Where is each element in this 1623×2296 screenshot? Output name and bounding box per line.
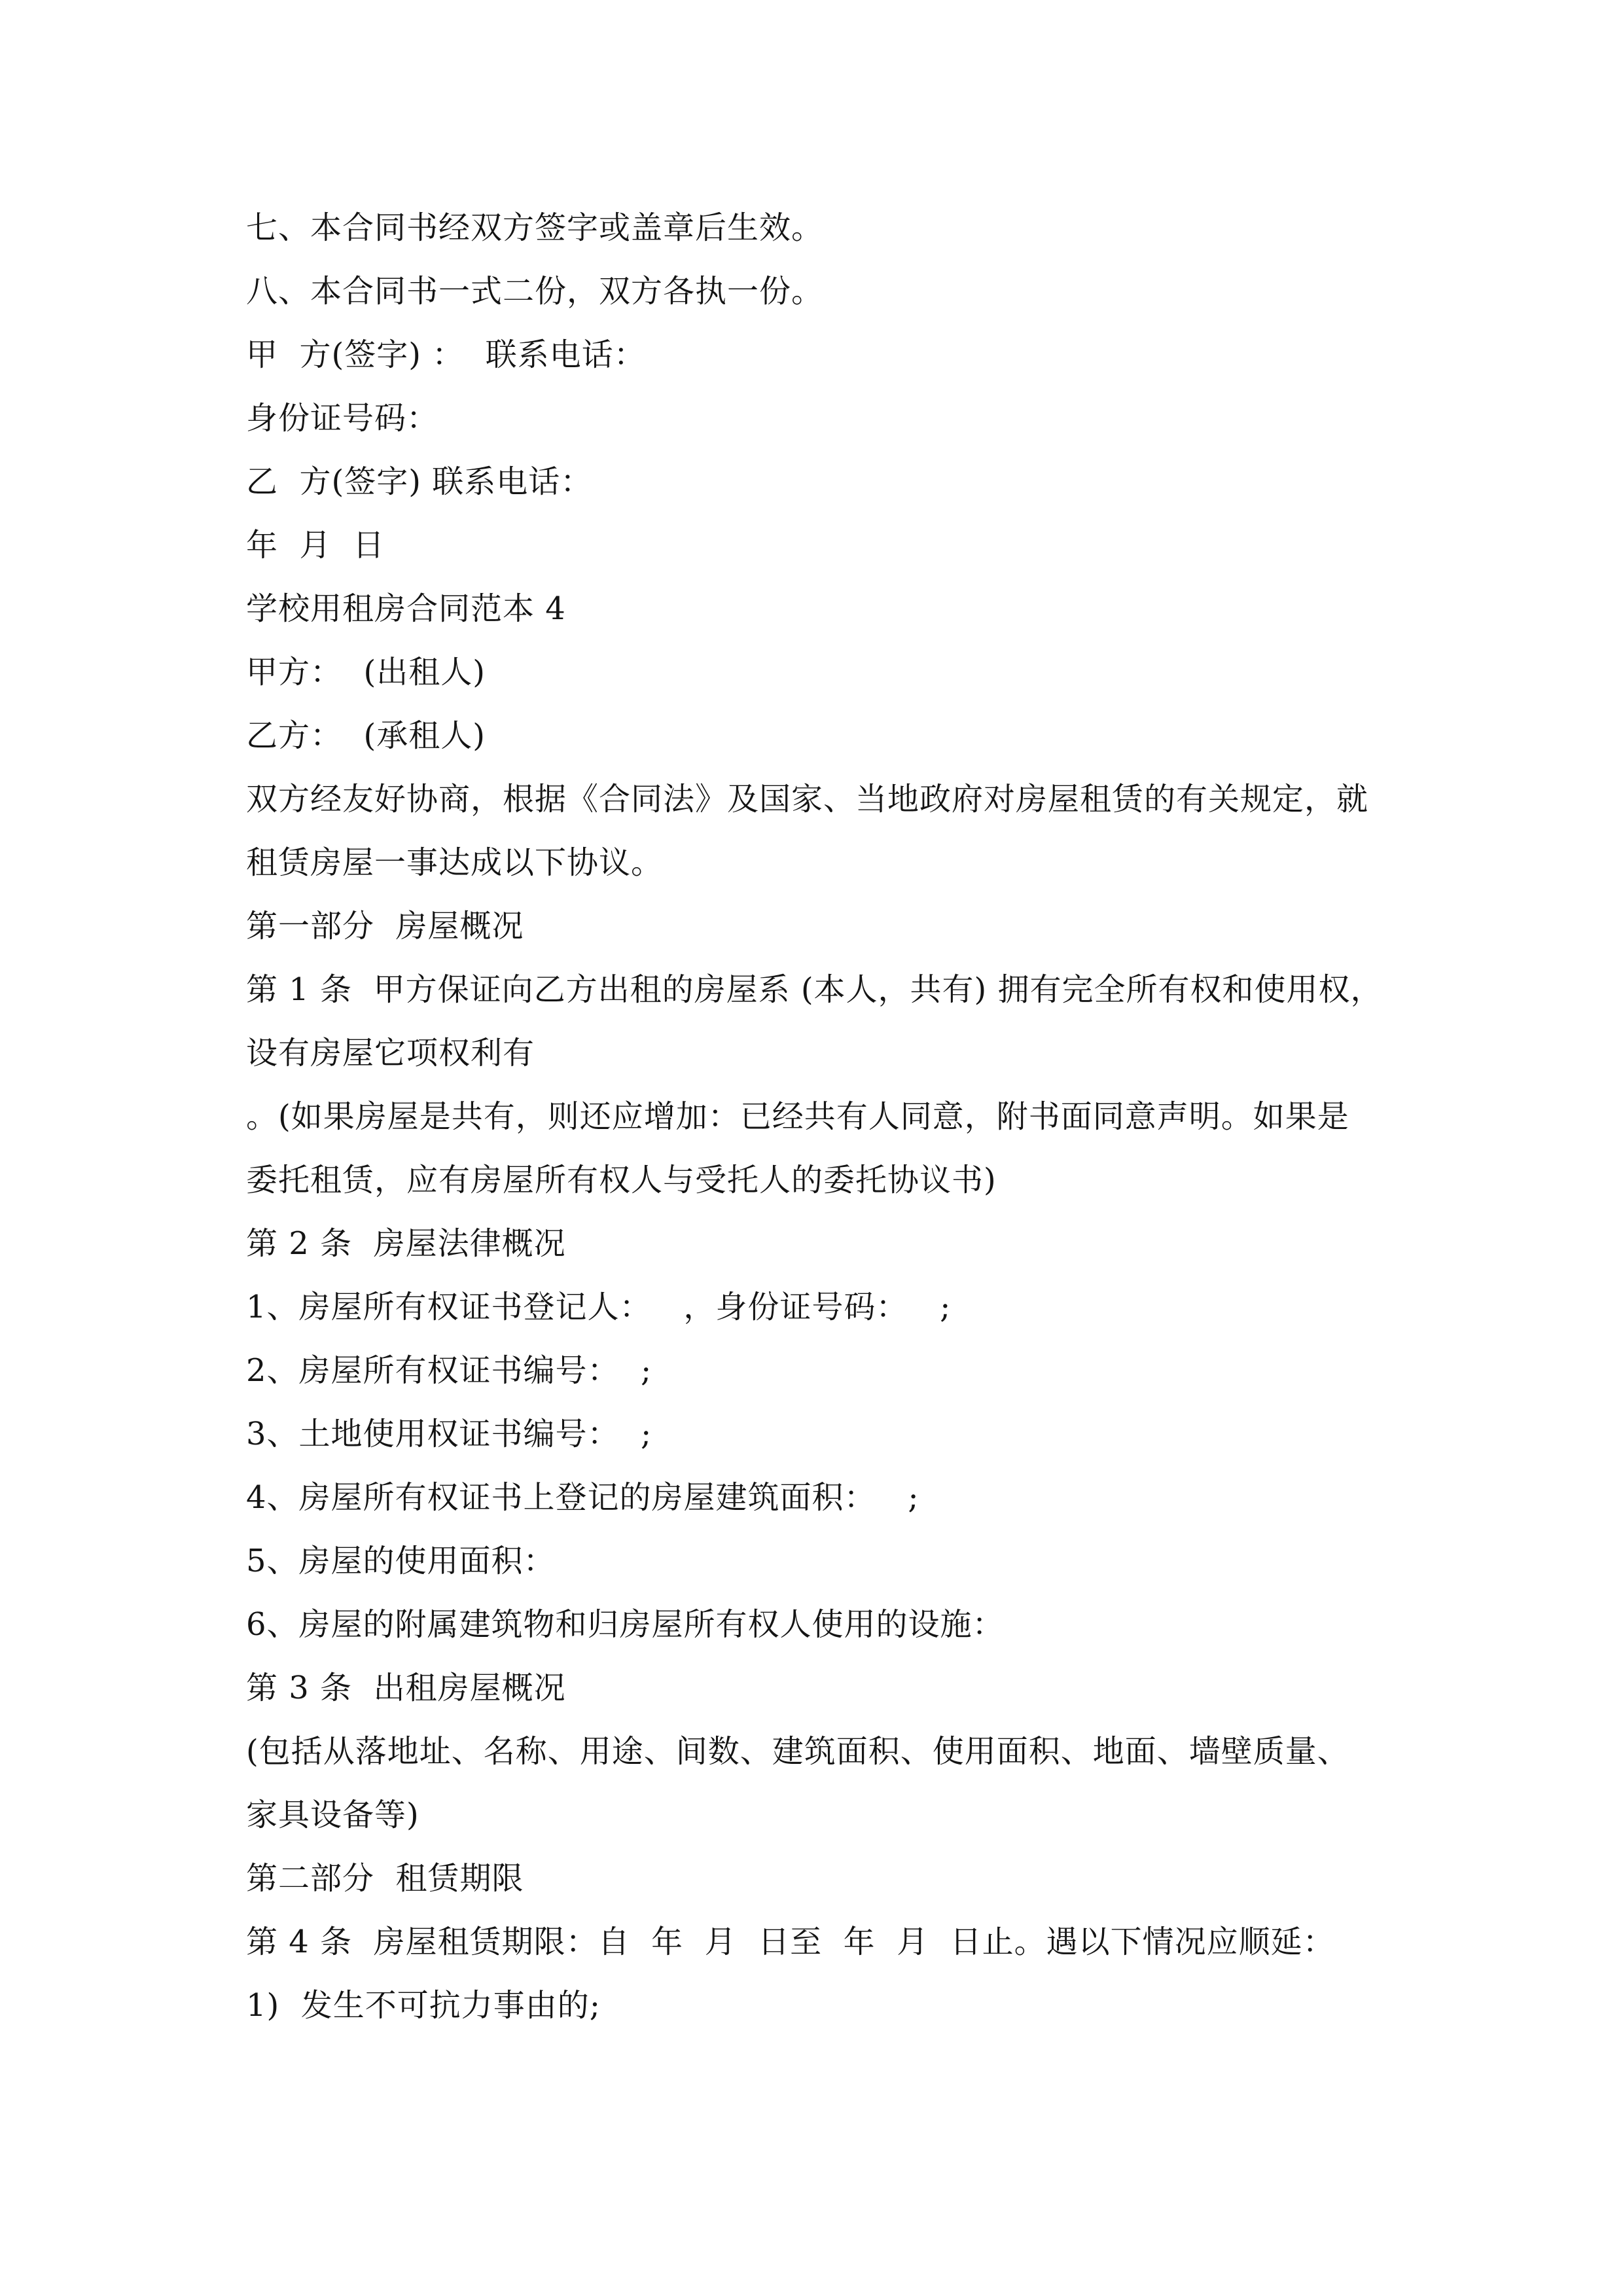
article-2-item-1: 1、房屋所有权证书登记人： ，身份证号码： ; [246,1289,952,1325]
article-1-line-1: 第 1 条 甲方保证向乙方出租的房屋系 (本人，共有) 拥有完全所有权和使用权， [246,971,1383,1008]
article-1-note-line-2: 委托租赁，应有房屋所有权人与受托人的委托协议书) [246,1162,997,1198]
party-a-lessor: 甲方： (出租人) [246,654,486,691]
article-3-line-2: 家具设备等) [246,1797,419,1833]
article-1-line-2: 设有房屋它项权利有 [246,1035,535,1071]
part-2-heading: 第二部分 租赁期限 [246,1860,524,1897]
part-1-heading: 第一部分 房屋概况 [246,908,524,944]
article-3-heading: 第 3 条 出租房屋概况 [246,1670,566,1706]
article-2-item-2: 2、房屋所有权证书编号： ; [246,1352,652,1389]
preamble-line-2: 租赁房屋一事达成以下协议。 [246,844,664,881]
article-2-item-5: 5、房屋的使用面积： [246,1543,556,1579]
preamble-line-1: 双方经友好协商，根据《合同法》及国家、当地政府对房屋租赁的有关规定，就 [246,781,1369,817]
document-body [246,196,1385,2037]
article-3-line-1: (包括从落地址、名称、用途、间数、建筑面积、使用面积、地面、墙壁质量、 [246,1733,1349,1770]
article-2-heading: 第 2 条 房屋法律概况 [246,1225,566,1262]
party-a-signature-line: 甲 方(签字) ： 联系电话： [246,336,646,373]
date-line: 年 月 日 [246,527,385,564]
party-b-signature-line: 乙 方(签字) 联系电话： [246,463,593,500]
article-4-item-1: 1) 发生不可抗力事由的; [246,1987,601,2024]
article-1-note-line-1: 。(如果房屋是共有，则还应增加：已经共有人同意，附书面同意声明。如果是 [246,1098,1349,1135]
article-2-item-3: 3、土地使用权证书编号： ; [246,1416,652,1452]
contract-title: 学校用租房合同范本 4 [246,590,566,627]
article-2-item-6: 6、房屋的附属建筑物和归房屋所有权人使用的设施： [246,1606,1005,1643]
id-number-line: 身份证号码： [246,400,439,437]
article-2-item-4: 4、房屋所有权证书上登记的房屋建筑面积： ; [246,1479,919,1516]
article-4-line: 第 4 条 房屋租赁期限：自 年 月 日至 年 月 日止。遇以下情况应顺延： [246,1924,1335,1960]
party-b-lessee: 乙方： (承租人) [246,717,486,754]
clause-7: 七、本合同书经双方签字或盖章后生效。 [246,209,824,246]
clause-8: 八、本合同书一式二份，双方各执一份。 [246,273,824,310]
